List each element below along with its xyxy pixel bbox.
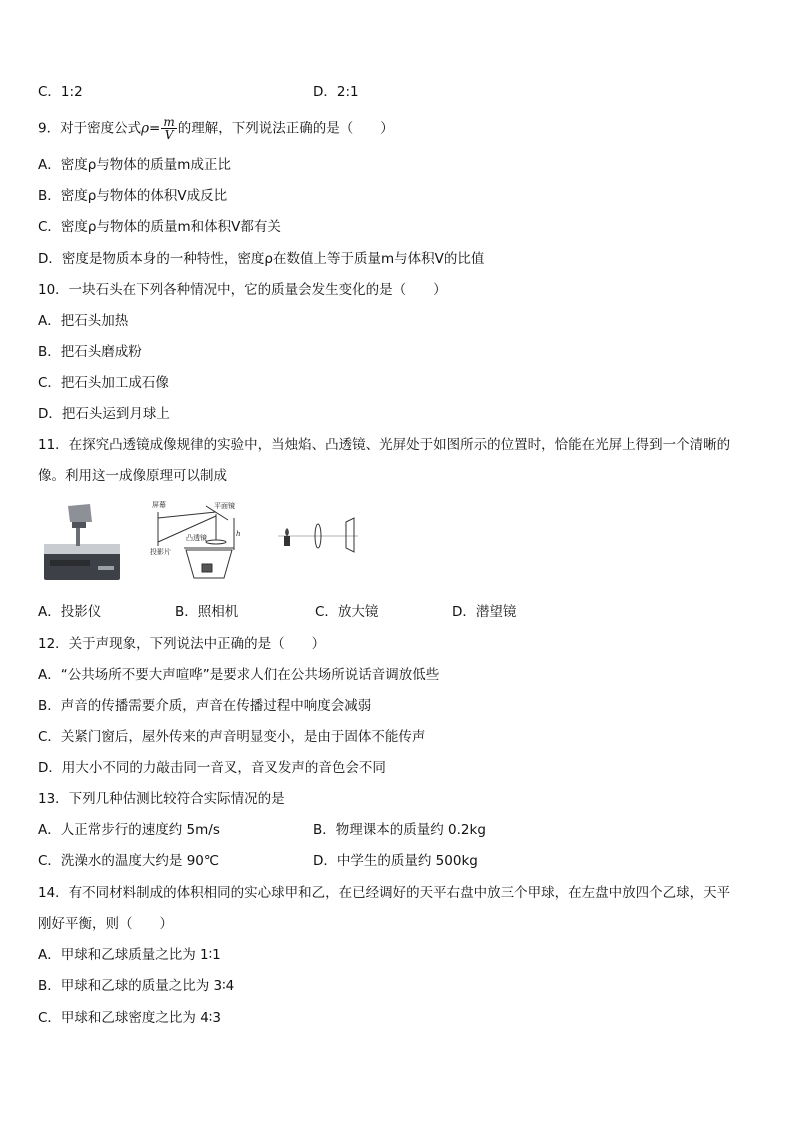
q14-stem-line1: 14．有不同材料制成的体积相同的实心球甲和乙，在已经调好的天平右盘中放三个甲球，在左盘中放四个乙球，天平 [38, 885, 731, 901]
screen-label: 屏幕 [152, 501, 166, 509]
q12-option-a: A．“公共场所不要大声喧哗”是要求人们在公共场所说话音调放低些 [38, 667, 440, 683]
q9-stem [38, 116, 394, 141]
fraction-numerator: m [163, 115, 175, 129]
lens-label: 凸透镜 [186, 534, 207, 542]
q10-option-d: D．把石头运到月球上 [38, 406, 170, 422]
equals-sign: = [149, 120, 161, 137]
q12-option-c: C．关紧门窗后，屋外传来的声音明显变小，是由于固体不能传声 [38, 729, 426, 745]
q10-option-a: A．把石头加热 [38, 313, 129, 329]
q13-option-a: A．人正常步行的速度约 5m/s [38, 822, 220, 838]
q14-option-a: A．甲球和乙球质量之比为 1∶1 [38, 947, 221, 963]
q13-option-b: B．物理课本的质量约 0.2kg [313, 822, 486, 838]
q10-option-b: B．把石头磨成粉 [38, 344, 142, 360]
q11-option-b: B．照相机 [175, 604, 239, 620]
q9-stem-suffix: 的理解，下列说法正确的是（ ） [177, 120, 394, 137]
q13-stem: 13．下列几种估测比较符合实际情况的是 [38, 791, 285, 807]
q12-stem: 12．关于声现象，下列说法中正确的是（ ） [38, 636, 326, 652]
q11-option-a: A．投影仪 [38, 604, 102, 620]
q8-option-c: C．1:2 [38, 84, 83, 100]
q9-option-c: C．密度ρ与物体的质量m和体积V都有关 [38, 219, 281, 235]
q9-stem-prefix: 9．对于密度公式 [38, 120, 142, 137]
projector-diagram [150, 498, 250, 584]
q11-option-c: C．放大镜 [315, 604, 379, 620]
q8-option-d: D．2:1 [313, 84, 359, 100]
fraction-denominator: V [164, 128, 174, 142]
q11-stem-line2: 像。利用这一成像原理可以制成 [38, 468, 227, 484]
q14-option-b: B．甲球和乙球的质量之比为 3∶4 [38, 978, 235, 994]
q10-stem: 10．一块石头在下列各种情况中，它的质量会发生变化的是（ ） [38, 282, 447, 298]
q11-option-d: D．潜望镜 [452, 604, 517, 620]
density-fraction [161, 116, 176, 141]
q11-stem-line1: 11．在探究凸透镜成像规律的实验中，当烛焰、凸透镜、光屏处于如图所示的位置时，恰能在光屏上得到一个清晰的 [38, 437, 731, 453]
q13-option-c: C．洗澡水的温度大约是 90℃ [38, 853, 220, 869]
q9-option-d: D．密度是物质本身的一种特性，密度ρ在数值上等于质量m与体积V的比值 [38, 251, 485, 267]
q10-option-c: C．把石头加工成石像 [38, 375, 169, 391]
q14-option-c: C．甲球和乙球密度之比为 4∶3 [38, 1010, 221, 1026]
q12-option-d: D．用大小不同的力敲击同一音叉，音叉发声的音色会不同 [38, 760, 386, 776]
slide-label: 投影片 [150, 548, 171, 556]
q13-option-d: D．中学生的质量约 500kg [313, 853, 478, 869]
q9-option-b: B．密度ρ与物体的体积V成反比 [38, 188, 228, 204]
projector-image [38, 500, 126, 584]
q9-option-a: A．密度ρ与物体的质量m成正比 [38, 157, 231, 173]
optical-bench-diagram [278, 516, 362, 554]
mirror-label: 平面镜 [214, 502, 235, 510]
height-label: h [236, 530, 241, 538]
rho-symbol: ρ [141, 120, 150, 137]
q12-option-b: B．声音的传播需要介质，声音在传播过程中响度会减弱 [38, 698, 372, 714]
q14-stem-line2: 刚好平衡，则（ ） [38, 916, 173, 932]
